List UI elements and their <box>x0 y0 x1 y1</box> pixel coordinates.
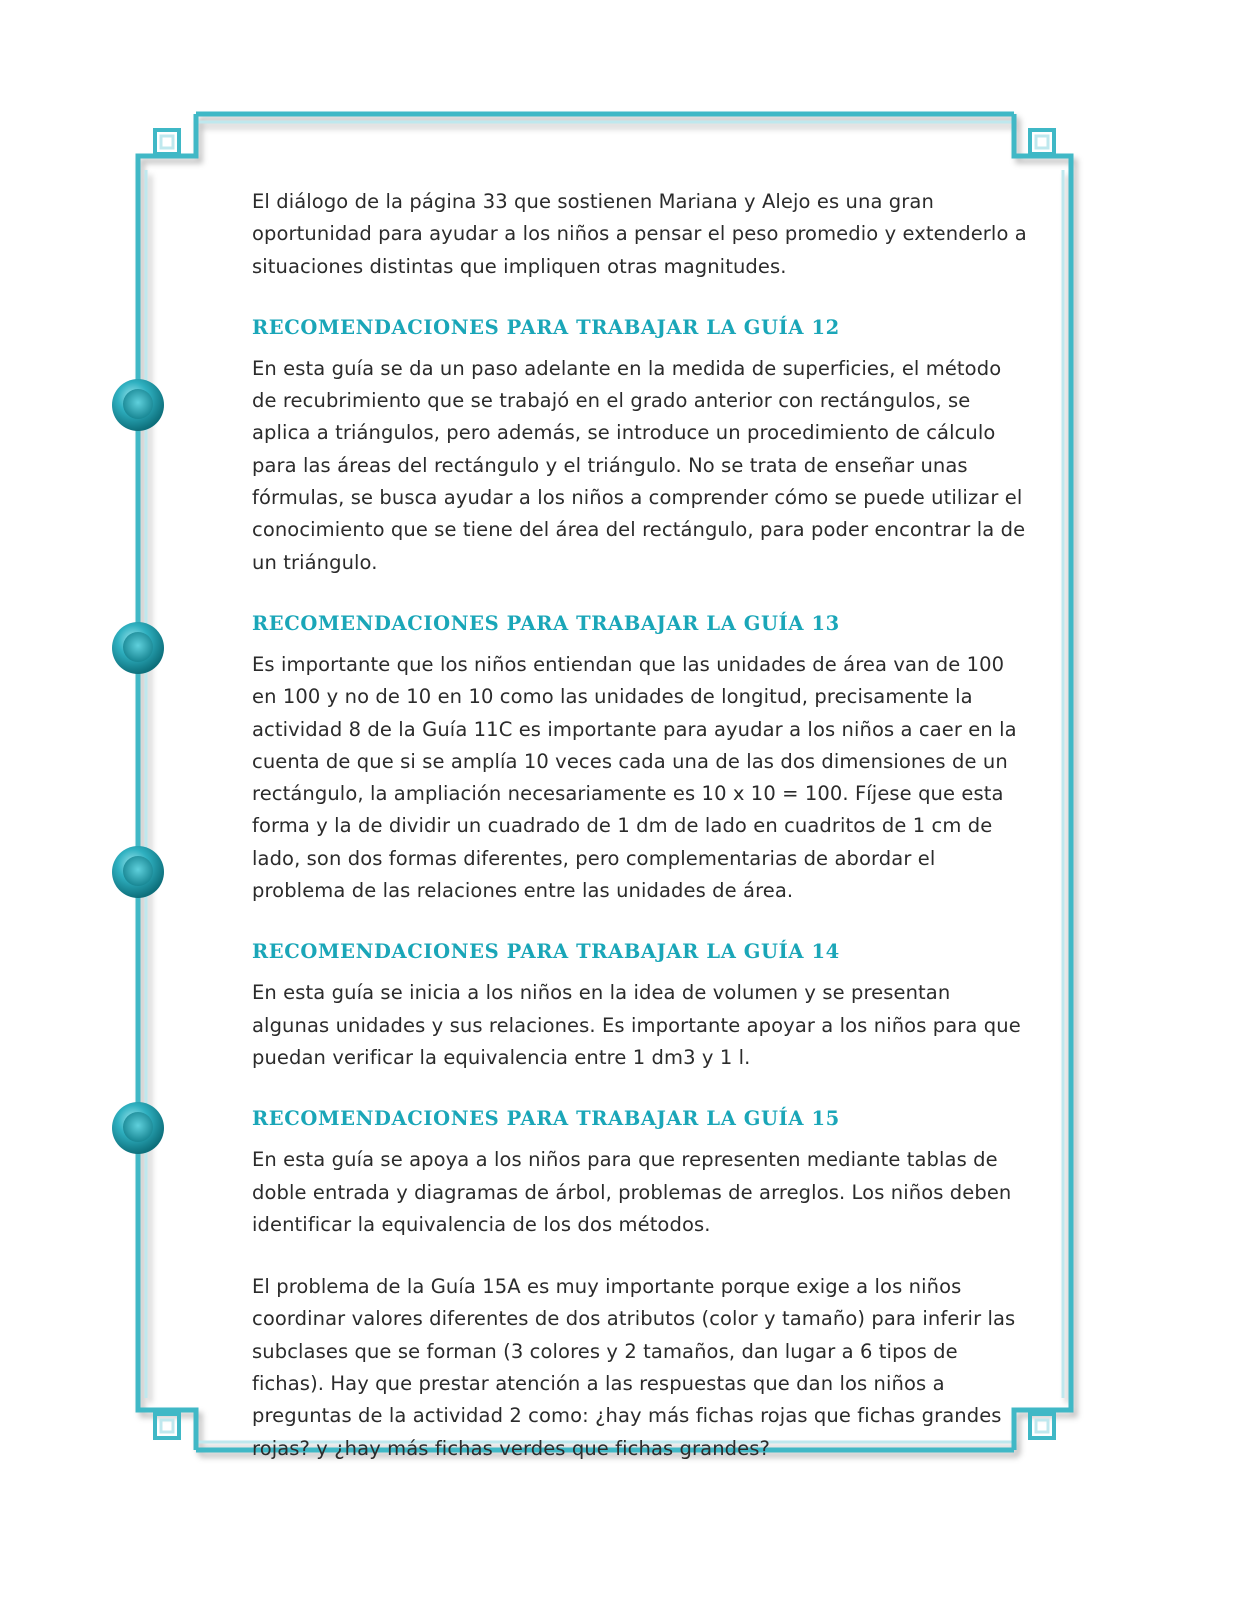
binder-ring-4 <box>112 1102 164 1154</box>
section-title-guia-12: RECOMENDACIONES PARA TRABAJAR LA GUÍA 12 <box>252 315 840 339</box>
section-title-guia-13: RECOMENDACIONES PARA TRABAJAR LA GUÍA 13 <box>252 611 840 635</box>
section-title-guia-14: RECOMENDACIONES PARA TRABAJAR LA GUÍA 14 <box>252 940 840 964</box>
binder-ring-1 <box>112 379 164 431</box>
section-paragraph: El problema de la Guía 15A es muy importante porque exige a los niños coordinar valores diferentes de dos atributos (color y tamaño) para inferir las subclases que se forman (3 colores y 2 tamaños, dan lugar a 6 tipos de fichas). Hay que prestar atención a las respuestas que dan los niños a preguntas de la actividad 2 como: ¿hay más fichas rojas que fichas grandes rojas? y ¿hay más fichas verdes que fichas grandes? <box>252 1275 1016 1460</box>
section-paragraph: En esta guía se da un paso adelante en la medida de superficies, el método de recubrimiento que se trabajó en el grado anterior con rectángulos, se aplica a triángulos, pero además, se introduce un procedimiento de cálculo para las áreas del rectángulo y el triángulo. No se trata de enseñar unas fórmulas, se busca ayudar a los niños a comprender cómo se puede utilizar el conocimiento que se tiene del área del rectángulo, para poder encontrar la de un triángulo. <box>252 356 1026 574</box>
binder-ring-2 <box>112 622 164 674</box>
section-paragraph: En esta guía se apoya a los niños para que representen mediante tablas de doble entrada y diagramas de árbol, problemas de arreglos. Los niños deben identificar la equivalencia de los dos métodos. <box>252 1148 1012 1236</box>
binder-ring-3 <box>112 846 164 898</box>
intro-paragraph: El diálogo de la página 33 que sostienen Mariana y Alejo es una gran oportunidad para ayudar a los niños a pensar el peso promedio y extenderlo a situaciones distintas que impliquen otras magnitudes. <box>252 190 1027 278</box>
section-title-guia-15: RECOMENDACIONES PARA TRABAJAR LA GUÍA 15 <box>252 1107 840 1131</box>
section-paragraph: En esta guía se inicia a los niños en la idea de volumen y se presentan algunas unidades y sus relaciones. Es importante apoyar a los niños para que puedan verificar la equivalencia entre 1 dm3 y 1 l. <box>252 981 1021 1069</box>
page-content <box>252 186 1032 1465</box>
section-paragraph: Es importante que los niños entiendan que las unidades de área van de 100 en 100 y no de 10 en 10 como las unidades de longitud, precisamente la actividad 8 de la Guía 11C es importante para ayudar a los niños a caer en la cuenta de que si se amplía 10 veces cada una de las dos dimensiones de un rectángulo, la ampliación necesariamente es 10 x 10 = 100. Fíjese que esta forma y la de dividir un cuadrado de 1 dm de lado en cuadritos de 1 cm de lado, son dos formas diferentes, pero complementarias de abordar el problema de las relaciones entre las unidades de área. <box>252 652 1017 903</box>
